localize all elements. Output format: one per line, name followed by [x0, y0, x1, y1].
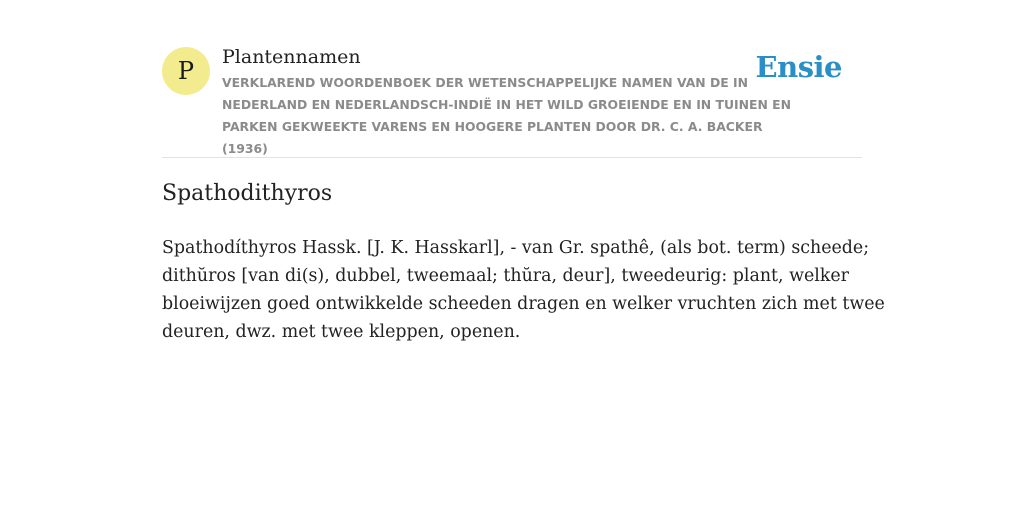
entry-body-line: deuren, dwz. met twee kleppen, openen.	[162, 322, 521, 342]
book-title[interactable]: Plantennamen	[222, 46, 361, 68]
entry-body-line: dithŭros [van di(s), dubbel, tweemaal; thŭra, deur], tweedeurig: plant, welker	[162, 266, 849, 286]
entry-body-line: bloeiwijzen goed ontwikkelde scheeden dragen en welker vruchten zich met twee	[162, 294, 885, 314]
book-subtitle: VERKLAREND WOORDENBOEK DER WETENSCHAPPELIJKE NAMEN VAN DE IN NEDERLAND EN NEDERLANDSCH-INDIË IN HET WILD GROEIENDE EN IN TUINEN EN PARKEN GEKWEEKTE VARENS EN HOOGERE PLANTEN DOOR DR. C. A. BACKER (1936)	[222, 75, 791, 156]
book-avatar[interactable]: P	[162, 47, 210, 95]
entry-body-line: Spathodíthyros Hassk. [J. K. Hasskarl], - van Gr. spathê, (als bot. term) scheede;	[162, 238, 870, 258]
entry-body	[162, 234, 885, 346]
entry-title: Spathodithyros	[162, 181, 333, 206]
divider	[162, 157, 862, 158]
ensie-logo[interactable]: Ensie	[755, 50, 842, 84]
header	[162, 44, 862, 157]
